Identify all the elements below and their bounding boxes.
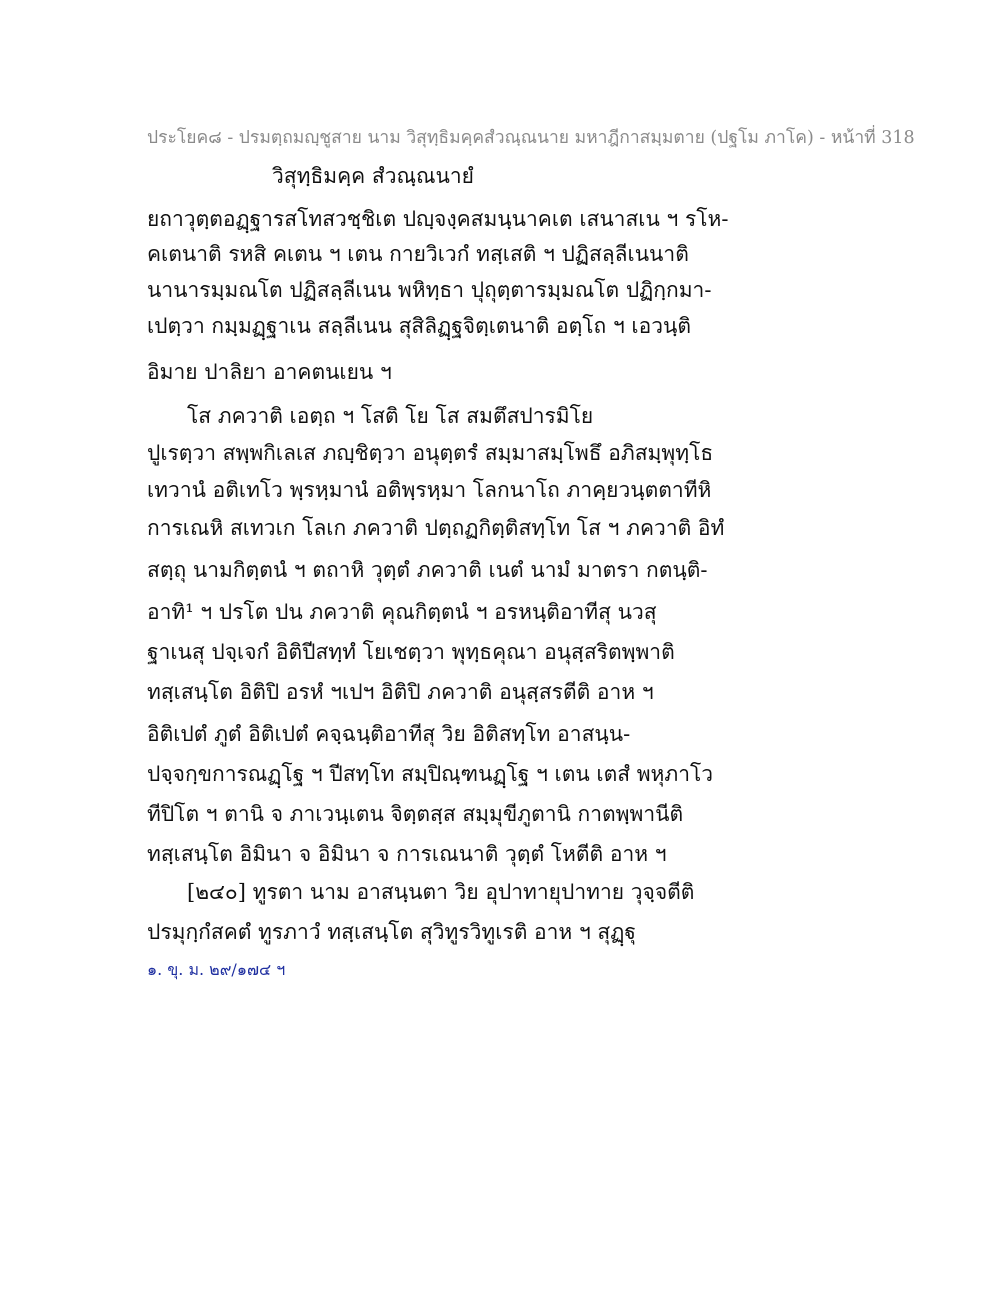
text-line: อิมาย ปาลิยา อาคตนเยน ฯ [147, 360, 392, 384]
text-line: อาทิ¹ ฯ ปรโต ปน ภควาติ คุณกิตฺตนํ ฯ อรหนฺติอาทีสุ นวสุ [147, 600, 657, 624]
text-line: การเณหิ สเทวเก โลเก ภควาติ ปตฺถฏกิตฺติสทฺโท โส ฯ ภควาติ อิทํ [147, 516, 725, 540]
text-line: อิติเปตํ ภูตํ อิติเปตํ คจฺฉนฺติอาทีสุ วิย อิติสทฺโท อาสนฺน- [147, 722, 631, 746]
text-line: ฐาเนสุ ปจฺเจกํ อิติปีสทฺทํ โยเชตฺวา พุทฺธคุณา อนุสฺสริตพฺพาติ [147, 640, 675, 664]
text-line: ยถาวุตฺตอฏฺฐารสโทสวชฺชิเต ปญฺจงฺคสมนฺนาคเต เสนาสเน ฯ รโห- [147, 207, 729, 231]
text-line: ทสฺเสนฺโต อิมินา จ อิมินา จ การเณนาติ วุตฺตํ โหตีติ อาห ฯ [147, 842, 667, 866]
text-line: เทวานํ อติเทโว พฺรหฺมานํ อติพฺรหฺมา โลกนาโถ ภาคฺยวนฺตตาทีหิ [147, 478, 712, 502]
text-line: [๒๔๐] ทูรตา นาม อาสนฺนตา วิย อุปาทายุปาทาย วุจฺจตีติ [187, 880, 695, 904]
text-line: ปจฺจกฺขการณฏฺโฐ ฯ ปีสทฺโท สมฺปิณฺฑนฏฺโฐ ฯ เตน เตสํ พหุภาโว [147, 762, 714, 786]
text-line: ทีปิโต ฯ ตานิ จ ภาเวนฺเตน จิตฺตสฺส สมฺมุขีภูตานิ กาตพฺพานีติ [147, 802, 684, 826]
text-line: โส ภควาติ เอตฺถ ฯ โสติ โย โส สมตึสปารมิโย [187, 404, 594, 428]
text-line: เปตฺวา กมฺมฏฺฐาเน สลฺลีเนน สุสิลิฏฺฐจิตฺเตนาติ อตฺโถ ฯ เอวนฺติ [147, 314, 691, 338]
text-line: ปูเรตฺวา สพฺพกิเลเส ภญฺชิตฺวา อนุตฺตรํ สมฺมาสมฺโพธึ อภิสมฺพุทฺโธ [147, 441, 714, 465]
text-line: นานารมฺมณโต ปฏิสลฺลีเนน พหิทฺธา ปุถุตฺตารมฺมณโต ปฏิกฺกมา- [147, 278, 712, 302]
footnote: ๑. ขุ. ม. ๒๙/๑๗๔ ฯ [147, 960, 286, 979]
text-line: สตฺถุ นามกิตฺตนํ ฯ ตถาหิ วุตฺตํ ภควาติ เนตํ นามํ มาตรา กตนฺติ- [147, 558, 708, 582]
text-line: ปรมุกฺกํสคตํ ทูรภาวํ ทสฺเสนฺโต สุวิทูรวิทูเรติ อาห ฯ สุฏฺฐุ [147, 920, 636, 944]
text-line: คเตนาติ รหสิ คเตน ฯ เตน กายวิเวกํ ทสฺเสติ ฯ ปฏิสลฺลีเนนาติ [147, 242, 689, 266]
text-line: ทสฺเสนฺโต อิติปิ อรหํ ฯเปฯ อิติปิ ภควาติ อนุสฺสรตีติ อาห ฯ [147, 680, 654, 704]
section-title: วิสุทฺธิมคฺค สํวณฺณนายํ [272, 164, 474, 188]
page-header: ประโยค๘ - ปรมตฺถมญฺชูสาย นาม วิสุทฺธิมคฺคสํวณฺณนาย มหาฎีกาสมฺมตาย (ปฐโม ภาโค) - หน้าที่ 318 [147, 128, 915, 148]
